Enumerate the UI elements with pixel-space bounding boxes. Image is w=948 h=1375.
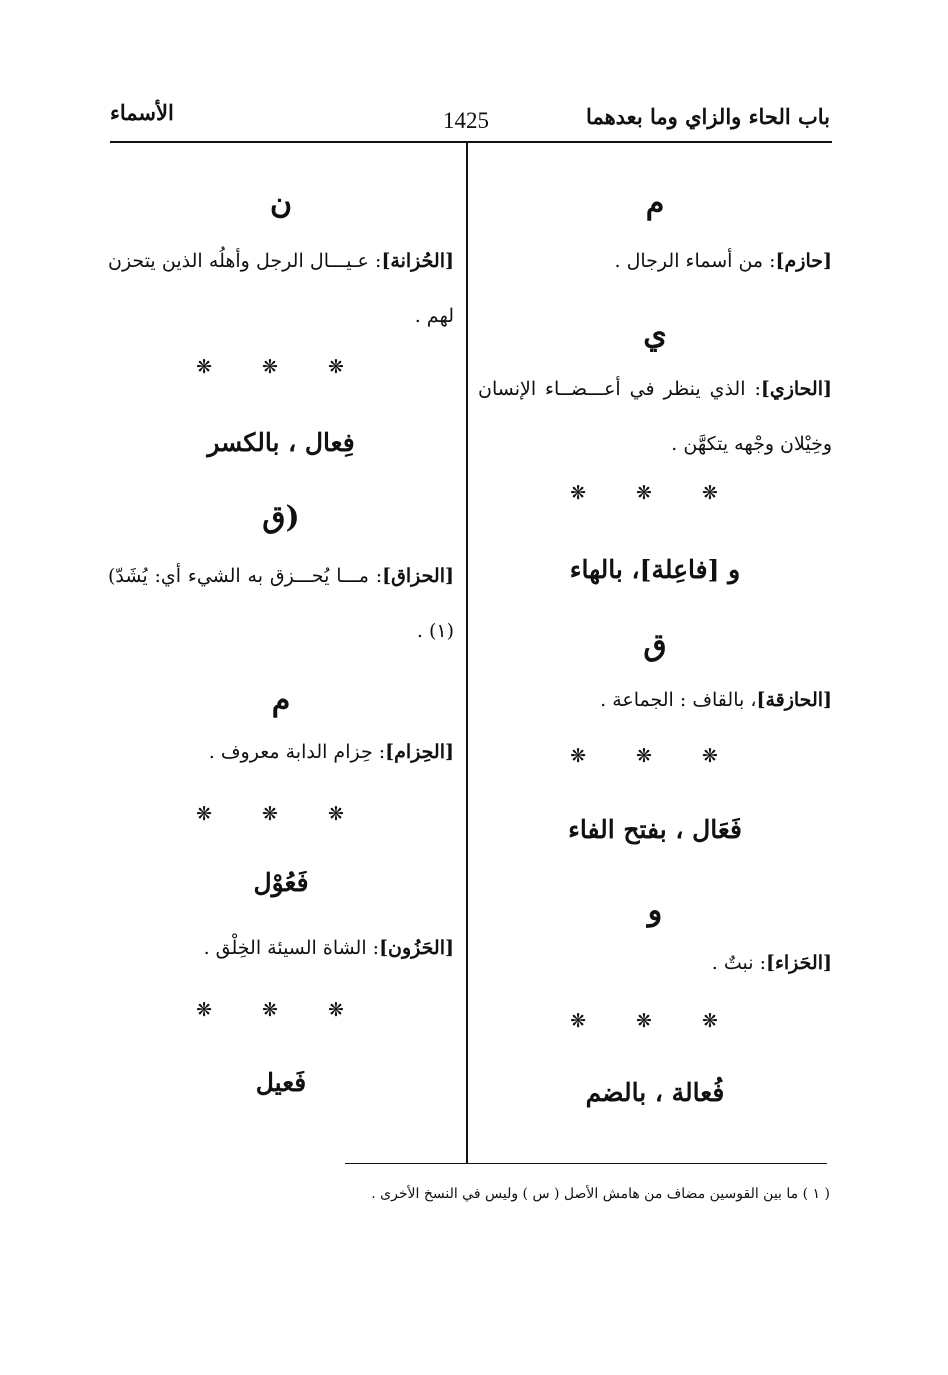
pattern-heading-fauul: فَعُوْل [253, 868, 309, 897]
entry-definition: : الشاة السيئة الخِلْق . [203, 937, 380, 959]
section-separator: ❋ ❋ ❋ [570, 745, 740, 767]
section-separator: ❋ ❋ ❋ [196, 356, 366, 378]
entry-definition: : مـــا يُحـــزق به الشيء أي: يُشَدّ)(١) . [108, 565, 454, 642]
footnote: ( ١ ) ما بين القوسين مضاف من هامش الأصل ( س ) وليس في النسخ الأخرى . [371, 1186, 830, 1202]
entry-term: [الحِزام] [385, 741, 454, 763]
entry-term: [الحزاق] [382, 565, 454, 587]
chapter-title: باب الحاء والزاي وما بعدهما [586, 104, 830, 129]
entry-definition: : حِزام الدابة معروف . [208, 741, 386, 763]
entry-hizam [108, 725, 454, 780]
pattern-heading-fial: فِعال ، بالكسر [207, 428, 355, 457]
entry-hazi [478, 362, 832, 472]
entry-definition: : عـيـــال الرجل وأهلُه الذين يتحزن لهم . [108, 250, 454, 327]
entry-hazun [108, 921, 454, 976]
page-number: 1425 [443, 108, 489, 133]
entry-hazim [478, 234, 832, 289]
entry-term: [الحَزُون] [379, 937, 454, 959]
entry-haziqa [478, 673, 832, 728]
entry-term: [حازم] [775, 250, 832, 272]
letter-heading-mim: م [645, 186, 665, 221]
entry-definition: : نبتٌ . [711, 952, 766, 974]
entry-definition: : الذي ينظر في أعـــضــاء الإنسان وخِيْلان وجْهه يتكهَّن . [478, 378, 832, 455]
left-column [108, 0, 454, 1160]
section-separator: ❋ ❋ ❋ [196, 999, 366, 1021]
letter-heading-qaf: ق [643, 628, 667, 663]
column-divider [466, 142, 468, 1164]
pattern-heading-faila: و [فاعِلة]، بالهاء [569, 555, 741, 584]
entry-hazaa [478, 936, 832, 991]
entry-definition: ، بالقاف : الجماعة . [600, 689, 757, 711]
section-separator: ❋ ❋ ❋ [570, 1010, 740, 1032]
letter-heading-mim: م [271, 683, 291, 718]
section-label: الأسماء [110, 100, 174, 125]
entry-term: [الحَزاء] [765, 952, 832, 974]
letter-heading-ya: ي [643, 317, 667, 352]
pattern-heading-faal: فَعَال ، بفتح الفاء [568, 815, 742, 844]
entry-term: [الحازقة] [756, 689, 832, 711]
letter-heading-nun: ن [269, 186, 293, 221]
letter-heading-qaf: (ق [262, 500, 300, 535]
right-column [478, 0, 832, 1160]
entry-term: [الحازي] [760, 378, 832, 400]
section-separator: ❋ ❋ ❋ [196, 803, 366, 825]
entry-hizana [108, 234, 454, 344]
pattern-heading-fuala: فُعالة ، بالضم [585, 1078, 725, 1107]
entry-hizaq [108, 549, 454, 659]
section-separator: ❋ ❋ ❋ [570, 482, 740, 504]
pattern-heading-fail: فَعيل [255, 1068, 307, 1097]
footnote-rule [345, 1163, 827, 1164]
letter-heading-waw: و [647, 893, 663, 928]
entry-definition: : من أسماء الرجال . [614, 250, 776, 272]
entry-term: [الحُزانة] [381, 250, 454, 272]
